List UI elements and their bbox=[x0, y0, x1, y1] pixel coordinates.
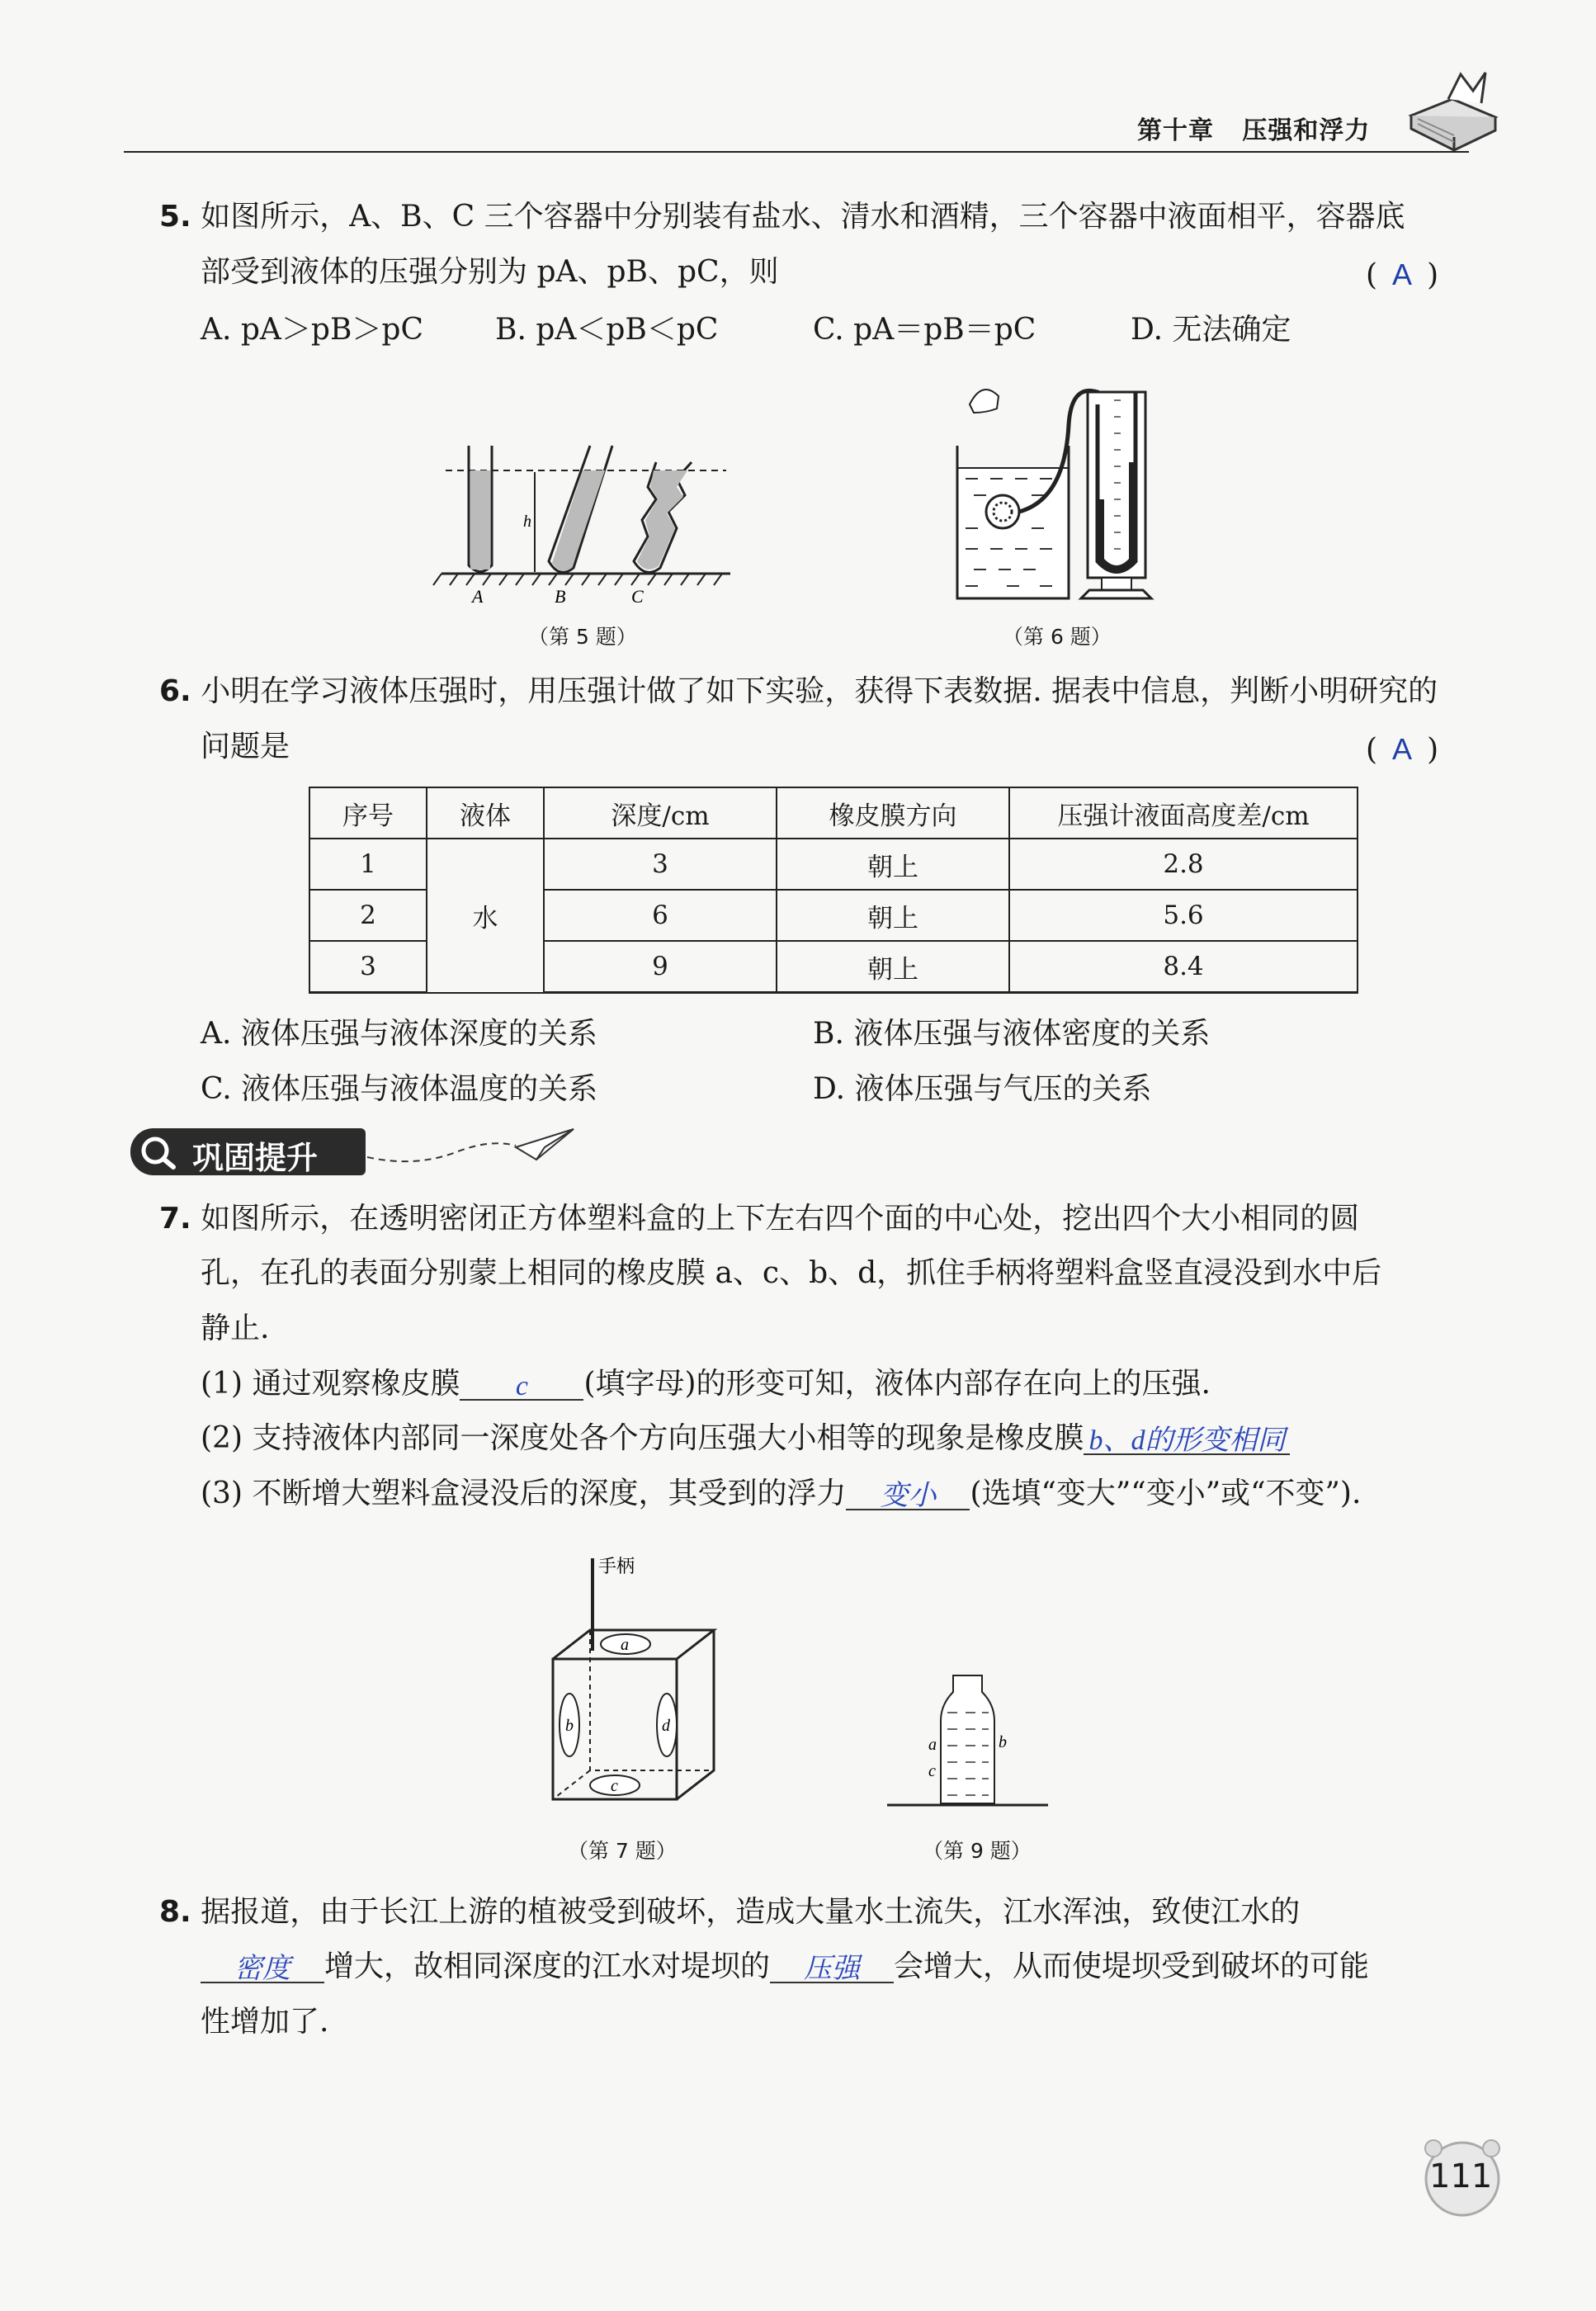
q6-option-a: A. 液体压强与液体深度的关系 bbox=[201, 1017, 597, 1051]
q5-option-b: B. pA＜pB＜pC bbox=[495, 313, 719, 347]
q8-blank-1[interactable]: 密度 bbox=[201, 1952, 324, 1983]
header-rule bbox=[124, 151, 1469, 153]
svg-text:h: h bbox=[523, 513, 531, 531]
table-header: 压强计液面高度差/cm bbox=[1009, 787, 1358, 839]
table-header: 液体 bbox=[427, 787, 544, 839]
table-header: 序号 bbox=[309, 787, 427, 839]
q5-option-a: A. pA＞pB＞pC bbox=[201, 313, 424, 347]
q7-blank-1[interactable]: c bbox=[460, 1369, 583, 1401]
svg-text:a: a bbox=[621, 1636, 629, 1654]
table-cell: 6 bbox=[544, 890, 777, 941]
table-cell-liquid: 水 bbox=[427, 839, 544, 993]
q6-option-d: D. 液体压强与气压的关系 bbox=[813, 1072, 1152, 1106]
figure-5-containers bbox=[429, 437, 743, 611]
svg-text:c: c bbox=[611, 1777, 618, 1795]
q7-line2: 孔，在孔的表面分别蒙上相同的橡皮膜 a、c、b、d，抓住手柄将塑料盒竖直浸没到水中后 bbox=[201, 1256, 1382, 1290]
svg-text:c: c bbox=[928, 1762, 936, 1780]
q7-part1: (1) 通过观察橡皮膜 c (填字母)的形变可知，液体内部存在向上的压强. bbox=[201, 1367, 1211, 1401]
svg-text:A: A bbox=[472, 586, 484, 607]
table-header: 橡皮膜方向 bbox=[777, 787, 1009, 839]
chapter-label: 第十章 压强和浮力 bbox=[1137, 116, 1371, 145]
q7-blank-2[interactable]: b、d的形变相同 bbox=[1084, 1424, 1290, 1455]
table-row bbox=[309, 839, 1358, 890]
svg-text:b: b bbox=[565, 1717, 574, 1735]
table-header-row bbox=[309, 787, 1358, 839]
table-cell: 8.4 bbox=[1009, 941, 1358, 993]
figure-9-bottle bbox=[883, 1667, 1056, 1816]
table-cell: 朝上 bbox=[777, 839, 1009, 890]
svg-text:b: b bbox=[999, 1733, 1007, 1751]
table-cell: 9 bbox=[544, 941, 777, 993]
q8-line3: 性增加了. bbox=[201, 2005, 329, 2039]
svg-text:a: a bbox=[928, 1736, 937, 1754]
magnifier-icon bbox=[139, 1134, 178, 1170]
q7-part3: (3) 不断增大塑料盒浸没后的深度，其受到的浮力 变小 (选填“变大”“变小”或“不变”). bbox=[201, 1477, 1362, 1511]
q8-blank-2[interactable]: 压强 bbox=[770, 1952, 894, 1983]
table-cell: 2 bbox=[309, 890, 427, 941]
q5-line1: 5. 如图所示，A、B、C 三个容器中分别装有盐水、清水和酒精，三个容器中液面相平，容器底 bbox=[159, 200, 1405, 234]
q6-option-c: C. 液体压强与液体温度的关系 bbox=[201, 1072, 598, 1106]
q8-line2: 密度 增大，故相同深度的江水对堤坝的 压强 会增大，从而使堤坝受到破坏的可能 bbox=[201, 1950, 1369, 1983]
section-title: 巩固提升 bbox=[192, 1140, 319, 1176]
figure-6-caption: （第 6 题） bbox=[1003, 625, 1112, 649]
page-header bbox=[0, 0, 1596, 165]
svg-text:B: B bbox=[555, 586, 566, 607]
table-cell: 3 bbox=[544, 839, 777, 890]
q7-line1: 7. 如图所示，在透明密闭正方体塑料盒的上下左右四个面的中心处，挖出四个大小相同的圆 bbox=[159, 1202, 1360, 1236]
table-cell: 2.8 bbox=[1009, 839, 1358, 890]
table-cell: 5.6 bbox=[1009, 890, 1358, 941]
figure-6-pressure-gauge bbox=[941, 376, 1164, 611]
figure-7-caption: （第 7 题） bbox=[568, 1839, 677, 1863]
q6-line2: 问题是 bbox=[201, 730, 290, 763]
table-cell: 朝上 bbox=[777, 941, 1009, 993]
q7-blank-3[interactable]: 变小 bbox=[846, 1479, 970, 1510]
q7-part2: (2) 支持液体内部同一深度处各个方向压强大小相等的现象是橡皮膜 b、d的形变相同 bbox=[201, 1422, 1290, 1455]
svg-text:C: C bbox=[631, 586, 644, 607]
figure-5-caption: （第 5 题） bbox=[528, 625, 637, 649]
table-header: 深度/cm bbox=[544, 787, 777, 839]
q6-line1: 6. 小明在学习液体压强时，用压强计做了如下实验，获得下表数据. 据表中信息，判断小明研究的 bbox=[159, 674, 1438, 708]
q6-option-b: B. 液体压强与液体密度的关系 bbox=[813, 1017, 1211, 1051]
table-cell: 1 bbox=[309, 839, 427, 890]
svg-text:d: d bbox=[662, 1717, 670, 1735]
figure-7-cube bbox=[536, 1552, 743, 1824]
q5-line2: 部受到液体的压强分别为 pA、pB、pC，则 bbox=[201, 255, 779, 289]
book-icon bbox=[1403, 66, 1502, 157]
svg-text:手柄: 手柄 bbox=[598, 1557, 635, 1577]
q5-option-d: D. 无法确定 bbox=[1131, 313, 1291, 347]
q5-option-c: C. pA＝pB＝pC bbox=[813, 313, 1036, 347]
q6-data-table bbox=[309, 787, 1358, 994]
paper-plane-icon bbox=[367, 1122, 582, 1172]
q5-answer: ( A ) bbox=[1366, 258, 1439, 292]
q7-line3: 静止. bbox=[201, 1311, 270, 1345]
table-cell: 3 bbox=[309, 941, 427, 993]
q8-line1: 8. 据报道，由于长江上游的植被受到破坏，造成大量水土流失，江水浑浊，致使江水的 bbox=[159, 1895, 1301, 1929]
page-number: 111 bbox=[1429, 2157, 1493, 2195]
figure-9-caption: （第 9 题） bbox=[923, 1839, 1032, 1863]
q6-answer: ( A ) bbox=[1366, 732, 1439, 767]
table-cell: 朝上 bbox=[777, 890, 1009, 941]
